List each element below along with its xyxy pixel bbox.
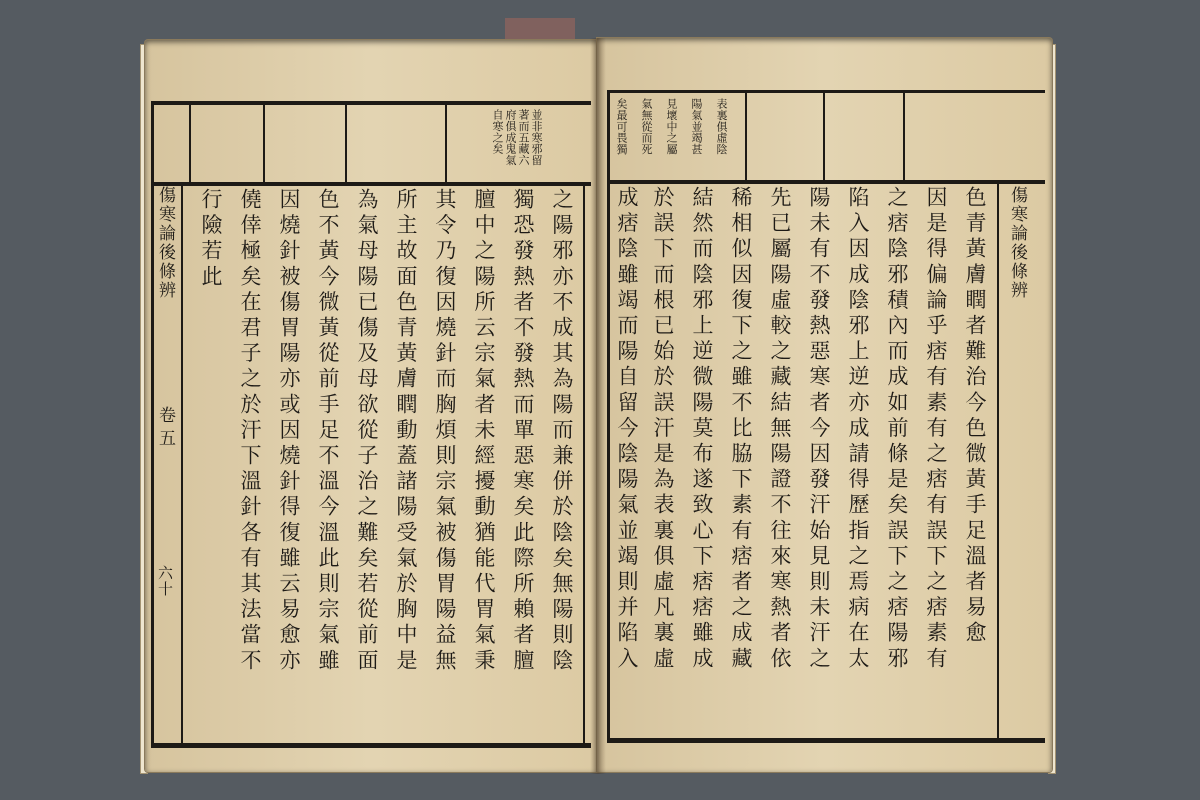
right-bottom-rule xyxy=(607,738,1045,743)
text-column: 行險若此 xyxy=(199,188,223,291)
volume-label: 卷五 xyxy=(155,406,175,452)
head-note-5: 矣最可畏獨 xyxy=(615,98,628,155)
head-note-2: 著而五藏六 xyxy=(517,109,530,166)
text-column: 因燒針被傷胃陽亦或因燒針得復雖云易愈亦 xyxy=(277,188,301,675)
left-bottom-rule xyxy=(151,743,591,748)
text-column: 其令乃復因燒針而胸煩則宗氣被傷胃陽益無 xyxy=(433,188,457,675)
text-column: 獨恐發熱者不發熱而單惡寒矣此際所賴者膻 xyxy=(511,188,535,675)
head-note-1: 表裏俱虛陰 xyxy=(715,98,728,155)
text-column: 結然而陰邪上逆微陽莫布遂致心下痞痞雖成 xyxy=(690,186,714,673)
text-column: 先已屬陽虛較之藏結無陽證不往來寒熱者依 xyxy=(768,186,792,673)
left-top-rule xyxy=(151,101,591,105)
text-column: 所主故面色青黃膚瞤動蓋諸陽受氣於胸中是 xyxy=(394,188,418,675)
spine-column-border xyxy=(181,186,183,746)
text-column: 為氣母陽已傷及母欲從子治之難矣若從前面 xyxy=(355,188,379,675)
head-note-4: 氣無從而死 xyxy=(640,98,653,155)
page-number: 六十 xyxy=(156,565,174,597)
left-page xyxy=(145,40,597,772)
text-column: 陷入因成陰邪上逆亦成請得歷指之焉病在太 xyxy=(846,186,870,673)
text-column: 色青黃膚瞤者難治今色微黃手足溫者易愈 xyxy=(963,186,987,647)
head-note-3: 見壞中之屬 xyxy=(665,98,678,155)
text-column: 色不黃今微黃從前手足不溫今溫此則宗氣雖 xyxy=(316,188,340,675)
text-column: 稀相似因復下之雖不比脇下素有痞者之成藏 xyxy=(729,186,753,673)
left-head-rule xyxy=(151,182,591,186)
text-column: 膻中之陽所云宗氣者未經擾動猶能代胃氣秉 xyxy=(472,188,496,675)
right-top-rule xyxy=(607,90,1045,93)
text-column: 陽未有不發熱惡寒者今因發汗始見則未汗之 xyxy=(807,186,831,673)
head-note-3: 府俱成鬼氣 xyxy=(504,109,517,166)
text-column: 僥倖極矣在君子之於汗下溫針各有其法當不 xyxy=(238,188,262,675)
text-column: 於誤下而根已始於誤汗是為表裏俱虛凡裏虛 xyxy=(651,186,675,673)
head-note-4: 自寒之矣 xyxy=(491,109,504,155)
spine-title: 傷寒論後條辨 xyxy=(155,186,175,300)
right-header-title: 傷寒論後條辨 xyxy=(1007,186,1027,300)
text-column: 之陽邪亦不成其為陽而兼併於陰矣無陽則陰 xyxy=(550,188,574,675)
right-head-rule xyxy=(607,180,1045,184)
right-outer-border xyxy=(607,90,610,743)
head-note-1: 並非寒邪留 xyxy=(530,109,543,166)
text-column: 成痞陰雖竭而陽自留今陰陽氣並竭則并陷入 xyxy=(615,186,639,673)
book-gutter xyxy=(590,38,606,774)
text-column: 因是得偏論乎痞有素有之痞有誤下之痞素有 xyxy=(924,186,948,673)
head-note-2: 陽氣並竭甚 xyxy=(690,98,703,155)
text-column: 之痞陰邪積內而成如前條是矣誤下之痞陽邪 xyxy=(885,186,909,673)
right-page xyxy=(597,38,1052,772)
